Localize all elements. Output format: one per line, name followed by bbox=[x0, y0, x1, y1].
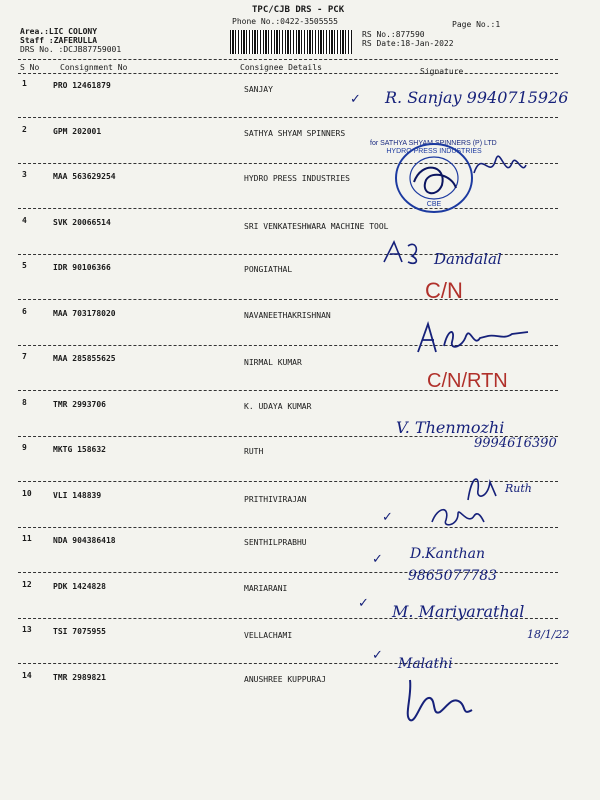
row-sno: 9 bbox=[22, 443, 27, 452]
row-consignee: SENTHILPRABHU bbox=[244, 538, 307, 547]
header-rule-bottom bbox=[18, 73, 558, 74]
row-consignee: VELLACHAMI bbox=[244, 631, 293, 640]
signature-1: R. Sanjay 9940715926 bbox=[385, 88, 569, 107]
row-consignment-no: PDK 1424828 bbox=[53, 582, 106, 591]
row-consignee: NAVANEETHAKRISHNAN bbox=[244, 311, 331, 320]
table-row bbox=[0, 625, 600, 675]
row-consignee: SATHYA SHYAM SPINNERS bbox=[244, 129, 346, 138]
table-row bbox=[0, 671, 600, 721]
row-consignee: PRITHIVIRAJAN bbox=[244, 495, 307, 504]
page-number: Page No.:1 bbox=[452, 20, 501, 29]
signature-8-phone: 9994616390 bbox=[474, 436, 557, 451]
row-divider bbox=[18, 299, 558, 300]
tick-mark: ✓ bbox=[372, 552, 383, 567]
signature-9: Ruth bbox=[505, 482, 532, 495]
row-consignee: RUTH bbox=[244, 447, 264, 456]
company-stamp bbox=[386, 140, 482, 216]
row-consignee: SRI VENKATESHWARA MACHINE TOOL bbox=[244, 222, 389, 231]
row-consignment-no: IDR 90106366 bbox=[53, 263, 111, 272]
signature-10 bbox=[428, 502, 488, 530]
row-sno: 2 bbox=[22, 125, 27, 134]
table-row bbox=[0, 261, 600, 311]
signature-2-scribble bbox=[470, 145, 530, 185]
col-sno: S No bbox=[20, 63, 40, 72]
signature-12: M. Mariyarathal bbox=[392, 602, 525, 621]
rs-date: RS Date:18-Jan-2022 bbox=[362, 39, 454, 48]
row-consignee: NIRMAL KUMAR bbox=[244, 358, 302, 367]
col-consignee: Consignee Details bbox=[240, 63, 322, 72]
row-consignment-no: GPM 202001 bbox=[53, 127, 102, 136]
row-consignment-no: MAA 703178020 bbox=[53, 309, 116, 318]
row-consignee: PONGIATHAL bbox=[244, 265, 293, 274]
signature-6 bbox=[412, 318, 532, 360]
signature-4-initials bbox=[380, 238, 430, 268]
signature-4: Dandalal bbox=[434, 250, 502, 268]
signature-8: V. Thenmozhi bbox=[396, 418, 505, 437]
row-sno: 4 bbox=[22, 216, 27, 225]
table-row bbox=[0, 216, 600, 266]
phone-number: Phone No.:0422-3505555 bbox=[232, 17, 338, 26]
row-consignment-no: MAA 563629254 bbox=[53, 172, 116, 181]
row-consignment-no: TMR 2993706 bbox=[53, 400, 106, 409]
header-rule bbox=[18, 59, 558, 60]
tick-mark: ✓ bbox=[372, 648, 383, 663]
row-sno: 6 bbox=[22, 307, 27, 316]
signature-13: Malathi bbox=[398, 656, 453, 672]
row-consignment-no: VLI 148839 bbox=[53, 491, 102, 500]
remark-7: C/N/RTN bbox=[427, 370, 508, 392]
signature-11-phone: 9865077783 bbox=[408, 568, 498, 584]
signature-9-scribble bbox=[462, 470, 502, 504]
row-consignee: MARIARANI bbox=[244, 584, 288, 593]
area-label: Area.:LIC COLONY bbox=[20, 27, 98, 36]
row-consignment-no: SVK 20066514 bbox=[53, 218, 111, 227]
signature-11: D.Kanthan bbox=[410, 546, 486, 562]
signature-12-date: 18/1/22 bbox=[527, 628, 570, 641]
row-sno: 8 bbox=[22, 398, 27, 407]
col-consignment: Consignment No bbox=[60, 63, 128, 72]
stamp-ring-text: HYDRO PRESS INDUSTRIES bbox=[386, 148, 482, 155]
col-signature: Signature bbox=[420, 67, 464, 76]
row-sno: 1 bbox=[22, 79, 27, 88]
row-sno: 14 bbox=[22, 671, 32, 680]
row-consignee: ANUSHREE KUPPURAJ bbox=[244, 675, 326, 684]
row-sno: 13 bbox=[22, 625, 32, 634]
drs-number: DRS No. :DCJB87759001 bbox=[20, 45, 122, 54]
table-row bbox=[0, 534, 600, 584]
rs-number: RS No.:877590 bbox=[362, 30, 425, 39]
row-sno: 11 bbox=[22, 534, 32, 543]
row-sno: 3 bbox=[22, 170, 27, 179]
stamp-city: CBE bbox=[426, 201, 442, 208]
table-row bbox=[0, 489, 600, 539]
row-consignment-no: PRO 12461879 bbox=[53, 81, 111, 90]
document-title: TPC/CJB DRS - PCK bbox=[252, 5, 345, 15]
row-divider bbox=[18, 117, 558, 118]
remark-5: C/N bbox=[425, 278, 463, 303]
row-sno: 10 bbox=[22, 489, 32, 498]
row-divider bbox=[18, 663, 558, 664]
row-consignment-no: NDA 904386418 bbox=[53, 536, 116, 545]
row-consignment-no: MAA 285855625 bbox=[53, 354, 116, 363]
row-consignment-no: TMR 2989821 bbox=[53, 673, 106, 682]
row-sno: 7 bbox=[22, 352, 27, 361]
row-divider bbox=[18, 208, 558, 209]
tick-mark: ✓ bbox=[358, 596, 369, 611]
row-consignee: K. UDAYA KUMAR bbox=[244, 402, 312, 411]
row-sno: 12 bbox=[22, 580, 32, 589]
tick-mark: ✓ bbox=[382, 510, 393, 525]
tick-mark: ✓ bbox=[350, 92, 361, 107]
row-consignee: SANJAY bbox=[244, 85, 273, 94]
signature-14 bbox=[396, 676, 476, 726]
barcode bbox=[230, 30, 352, 54]
row-consignment-no: TSI 7075955 bbox=[53, 627, 106, 636]
row-sno: 5 bbox=[22, 261, 27, 270]
row-consignment-no: MKTG 158632 bbox=[53, 445, 106, 454]
company-seal-text: for SATHYA SHYAM SPINNERS (P) LTD bbox=[370, 140, 497, 147]
row-consignee: HYDRO PRESS INDUSTRIES bbox=[244, 174, 350, 183]
staff-label: Staff :ZAFERULLA bbox=[20, 36, 98, 45]
